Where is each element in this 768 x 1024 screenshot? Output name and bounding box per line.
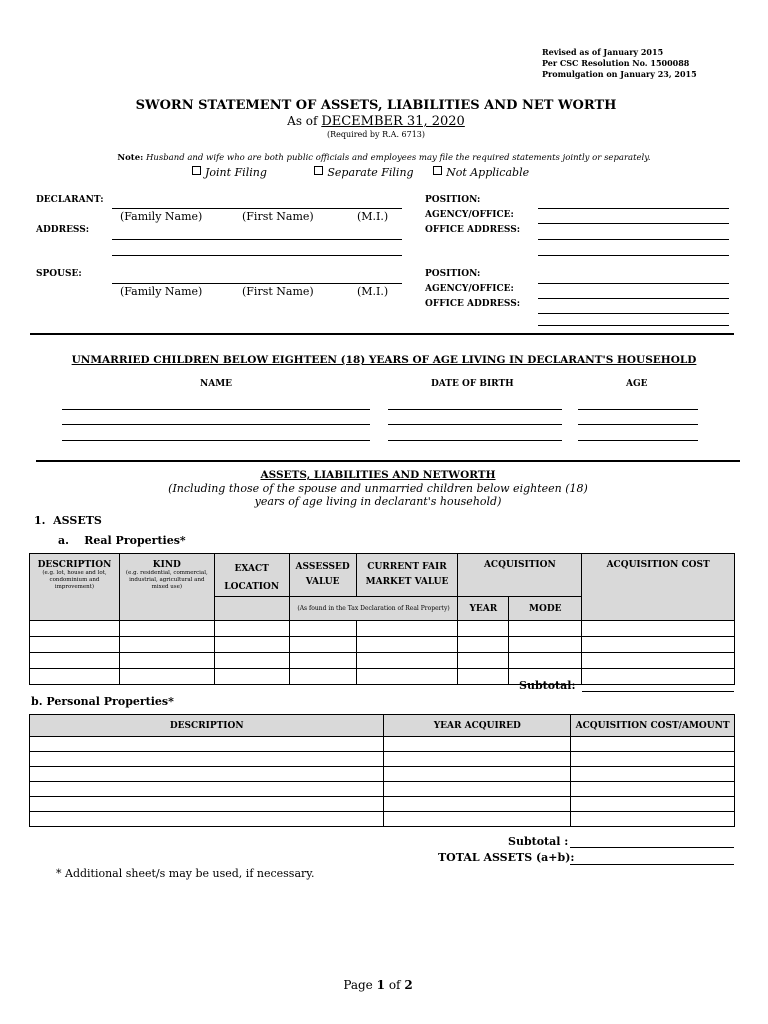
as-of-line [0, 114, 752, 129]
page-title: SWORN STATEMENT OF ASSETS, LIABILITIES AND NET WORTH [135, 98, 617, 113]
table-cell[interactable] [30, 812, 384, 827]
assessed-label: ASSESSED [295, 562, 350, 572]
table-cell[interactable] [384, 797, 571, 812]
declarant-office-address-line-2[interactable] [538, 255, 729, 256]
children-name-header: NAME [200, 379, 233, 389]
table-cell[interactable] [458, 669, 509, 685]
kind-header-note: (e.g. residential, commercial, industrial, agricultural and mixed use) [125, 570, 208, 590]
table-cell[interactable] [119, 669, 214, 685]
not-applicable-option[interactable] [433, 166, 529, 179]
table-cell[interactable] [571, 812, 735, 827]
assets-title: 1. ASSETS [34, 514, 102, 527]
separate-filing-option[interactable] [314, 166, 413, 179]
spouse-mi: (M.I.) [357, 285, 389, 298]
table-row [30, 653, 735, 669]
declarant-office-address-line-1[interactable] [538, 239, 729, 240]
table-row [30, 812, 735, 827]
note-text: Husband and wife who are both public officials and employees may file the required statements jointly or separately. [145, 153, 651, 163]
table-cell[interactable] [458, 621, 509, 637]
section-divider [36, 460, 740, 462]
mode-header: MODE [509, 597, 582, 621]
child-dob-line[interactable] [388, 409, 562, 410]
declarant-family-name: (Family Name) [120, 210, 203, 223]
as-of-date: DECEMBER 31, 2020 [321, 114, 465, 129]
spouse-position-line[interactable] [538, 283, 729, 284]
kind-header-label: KIND [152, 560, 181, 570]
table-cell[interactable] [384, 782, 571, 797]
real-properties-table [29, 553, 735, 685]
table-cell[interactable] [509, 621, 582, 637]
declarant-first-name: (First Name) [242, 210, 314, 223]
children-dob-header: DATE OF BIRTH [431, 379, 514, 389]
table-cell[interactable] [289, 669, 356, 685]
table-cell[interactable] [119, 637, 214, 653]
checkbox-icon[interactable] [433, 166, 442, 175]
table-cell[interactable] [458, 653, 509, 669]
promulgation-line: Promulgation on January 23, 2015 [542, 69, 697, 79]
table-cell[interactable] [384, 737, 571, 752]
child-age-line[interactable] [578, 409, 698, 410]
current-fair-label: CURRENT FAIR [367, 562, 447, 572]
table-cell[interactable] [30, 653, 120, 669]
spouse-office-address-label: OFFICE ADDRESS: [425, 299, 521, 309]
table-cell[interactable] [30, 737, 384, 752]
table-cell[interactable] [214, 621, 289, 637]
personal-properties-table [29, 714, 735, 827]
assets-subheading-2: years of age living in declarant's household) [254, 495, 502, 508]
page-current: 1 [376, 978, 385, 992]
market-value-header [356, 554, 458, 597]
joint-filing-option[interactable] [192, 166, 267, 179]
address-line-2[interactable] [112, 255, 402, 256]
child-dob-line[interactable] [388, 424, 562, 425]
joint-filing-label: Joint Filing [205, 166, 267, 179]
declarant-agency-line[interactable] [538, 223, 729, 224]
not-applicable-label: Not Applicable [446, 166, 530, 179]
real-properties-title: a. Real Properties* [58, 534, 186, 547]
personal-properties-title: b. Personal Properties* [31, 695, 174, 708]
table-cell[interactable] [582, 621, 735, 637]
assets-heading: ASSETS, LIABILITIES AND NETWORTH [260, 469, 496, 481]
resolution-line: Per CSC Resolution No. 1500088 [542, 58, 690, 68]
table-cell[interactable] [30, 782, 384, 797]
spouse-office-address-line-1[interactable] [538, 313, 729, 314]
table-cell[interactable] [119, 653, 214, 669]
table-cell[interactable] [571, 782, 735, 797]
declarant-office-address-label: OFFICE ADDRESS: [425, 225, 521, 235]
table-cell[interactable] [356, 669, 458, 685]
table-cell[interactable] [571, 737, 735, 752]
spouse-agency-label: AGENCY/OFFICE: [425, 284, 514, 294]
table-cell[interactable] [30, 767, 384, 782]
table-cell[interactable] [582, 669, 735, 685]
location-label: LOCATION [224, 582, 280, 592]
declarant-agency-label: AGENCY/OFFICE: [425, 210, 514, 220]
table-row [30, 669, 735, 685]
table-row [30, 621, 735, 637]
table-row [30, 637, 735, 653]
acquisition-header: ACQUISITION [458, 554, 582, 597]
declarant-name-line[interactable] [112, 208, 402, 209]
table-cell[interactable] [30, 797, 384, 812]
child-age-line[interactable] [578, 424, 698, 425]
assessed-value-label: VALUE [305, 577, 340, 587]
year-header: YEAR [458, 597, 509, 621]
real-subtotal-line[interactable] [582, 691, 734, 692]
declarant-position-label: POSITION: [425, 195, 481, 205]
table-cell[interactable] [384, 752, 571, 767]
table-row [30, 797, 735, 812]
table-cell[interactable] [30, 752, 384, 767]
as-of-prefix: As of [287, 114, 318, 128]
required-by: (Required by R.A. 6713) [326, 130, 426, 139]
child-age-line[interactable] [578, 440, 698, 441]
table-cell[interactable] [571, 752, 735, 767]
table-cell[interactable] [356, 653, 458, 669]
exact-location-header [214, 554, 289, 597]
revision-info [542, 47, 697, 80]
market-value-label: MARKET VALUE [365, 577, 449, 587]
section-divider [30, 333, 734, 335]
child-dob-line[interactable] [388, 440, 562, 441]
table-cell[interactable] [30, 669, 120, 685]
table-cell[interactable] [214, 653, 289, 669]
description-header-label: DESCRIPTION [37, 560, 112, 570]
table-cell[interactable] [289, 653, 356, 669]
children-heading: UNMARRIED CHILDREN BELOW EIGHTEEN (18) YEARS OF AGE LIVING IN DECLARANT'S HOUSEHOLD [71, 354, 697, 366]
spouse-name-line[interactable] [112, 283, 402, 284]
table-cell[interactable] [384, 767, 571, 782]
table-cell[interactable] [30, 637, 120, 653]
total-assets-label: TOTAL ASSETS (a+b): [438, 851, 575, 864]
checkbox-icon[interactable] [314, 166, 323, 175]
checkbox-icon[interactable] [192, 166, 201, 175]
spouse-office-address-line-2[interactable] [538, 325, 729, 326]
real-subtotal-label: Subtotal: [519, 679, 576, 692]
declarant-position-line[interactable] [538, 208, 729, 209]
table-row [30, 752, 735, 767]
table-cell[interactable] [571, 767, 735, 782]
spouse-label: SPOUSE: [36, 269, 82, 279]
spouse-first-name: (First Name) [242, 285, 314, 298]
personal-subtotal-line[interactable] [570, 847, 734, 848]
child-name-line[interactable] [62, 424, 370, 425]
table-cell[interactable] [384, 812, 571, 827]
page-total: 2 [404, 978, 413, 992]
spouse-position-label: POSITION: [425, 269, 481, 279]
children-age-header: AGE [626, 379, 648, 389]
table-cell[interactable] [509, 653, 582, 669]
table-row [30, 782, 735, 797]
year-acquired-header: YEAR ACQUIRED [384, 715, 571, 737]
child-name-line[interactable] [62, 440, 370, 441]
description-header [30, 554, 120, 621]
description-header-note: (e.g. lot, house and lot, condominium and improvement) [42, 570, 107, 590]
acquisition-cost-header: ACQUISITION COST [582, 554, 735, 621]
filing-note [0, 153, 768, 163]
table-cell[interactable] [119, 621, 214, 637]
table-cell[interactable] [30, 621, 120, 637]
spouse-agency-line[interactable] [538, 298, 729, 299]
footnote: * Additional sheet/s may be used, if necessary. [56, 867, 315, 880]
address-label: ADDRESS: [36, 225, 90, 235]
child-name-line[interactable] [62, 409, 370, 410]
table-cell[interactable] [458, 637, 509, 653]
note-label: Note: [117, 153, 144, 163]
kind-header [119, 554, 214, 621]
page-prefix: Page [343, 978, 373, 992]
table-cell[interactable] [289, 637, 356, 653]
table-row [30, 767, 735, 782]
location-subcell [214, 597, 289, 621]
tax-declaration-note: (As found in the Tax Declaration of Real Property) [289, 597, 458, 621]
page-of: of [388, 978, 401, 992]
table-cell[interactable] [214, 637, 289, 653]
table-cell[interactable] [571, 797, 735, 812]
assessed-value-header [289, 554, 356, 597]
acquisition-cost-amount-header: ACQUISITION COST/AMOUNT [571, 715, 735, 737]
declarant-mi: (M.I.) [357, 210, 389, 223]
spouse-family-name: (Family Name) [120, 285, 203, 298]
table-cell[interactable] [356, 621, 458, 637]
filing-options [192, 166, 529, 179]
separate-filing-label: Separate Filing [327, 166, 414, 179]
table-row [30, 737, 735, 752]
assets-subheading-1: (Including those of the spouse and unmarried children below eighteen (18) [168, 482, 588, 495]
declarant-label: DECLARANT: [36, 195, 104, 205]
table-cell[interactable] [214, 669, 289, 685]
personal-subtotal-label: Subtotal : [508, 835, 569, 848]
table-cell[interactable] [582, 653, 735, 669]
table-cell[interactable] [289, 621, 356, 637]
personal-description-header: DESCRIPTION [30, 715, 384, 737]
table-cell[interactable] [582, 637, 735, 653]
page-number [0, 978, 756, 992]
exact-label: EXACT [234, 564, 269, 574]
table-cell[interactable] [356, 637, 458, 653]
table-cell[interactable] [509, 637, 582, 653]
revision-line: Revised as of January 2015 [542, 47, 664, 57]
total-assets-line[interactable] [570, 864, 734, 865]
address-line-1[interactable] [112, 239, 402, 240]
